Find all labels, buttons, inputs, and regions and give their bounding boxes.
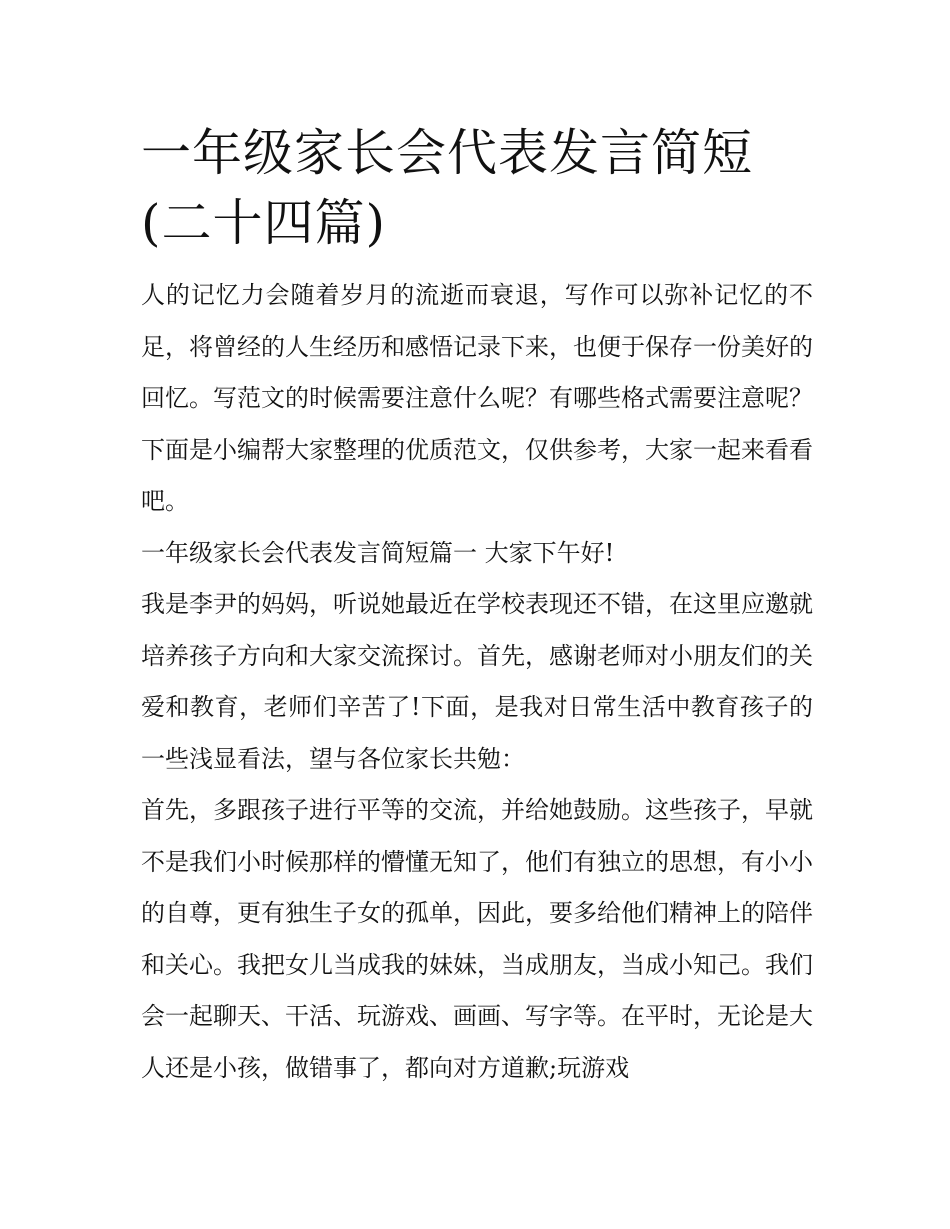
intro-paragraph: 人的记忆力会随着岁月的流逝而衰退，写作可以弥补记忆的不足，将曾经的人生经历和感悟记录下来，也便于保存一份美好的回忆。写范文的时候需要注意什么呢？有哪些格式需要注意呢？下面是小编帮大家整理的优质范文，仅供参考，大家一起来看看吧。: [141, 281, 813, 515]
section-heading-paragraph: 一年级家长会代表发言简短篇一 大家下午好!: [141, 538, 615, 567]
document-title: 一年级家长会代表发言简短(二十四篇): [141, 124, 753, 252]
body-paragraph: 首先，多跟孩子进行平等的交流，并给她鼓励。这些孩子，早就不是我们小时候那样的懵懂无知了，他们有独立的思想，有小小的自尊，更有独生子女的孤单，因此，要多给他们精神上的陪伴和关心。我把女儿当成我的妹妹，当成朋友，当成小知己。我们会一起聊天、干活、玩游戏、画画、写字等。在平时，无论是大人还是小孩，做错事了，都向对方道歉;玩游戏: [141, 796, 813, 1082]
document-page: [141, 118, 813, 1094]
body-paragraph: 我是李尹的妈妈，听说她最近在学校表现还不错，在这里应邀就培养孩子方向和大家交流探讨。首先，感谢老师对小朋友们的关爱和教育，老师们辛苦了!下面，是我对日常生活中教育孩子的一些浅显看法，望与各位家长共勉：: [141, 590, 813, 773]
